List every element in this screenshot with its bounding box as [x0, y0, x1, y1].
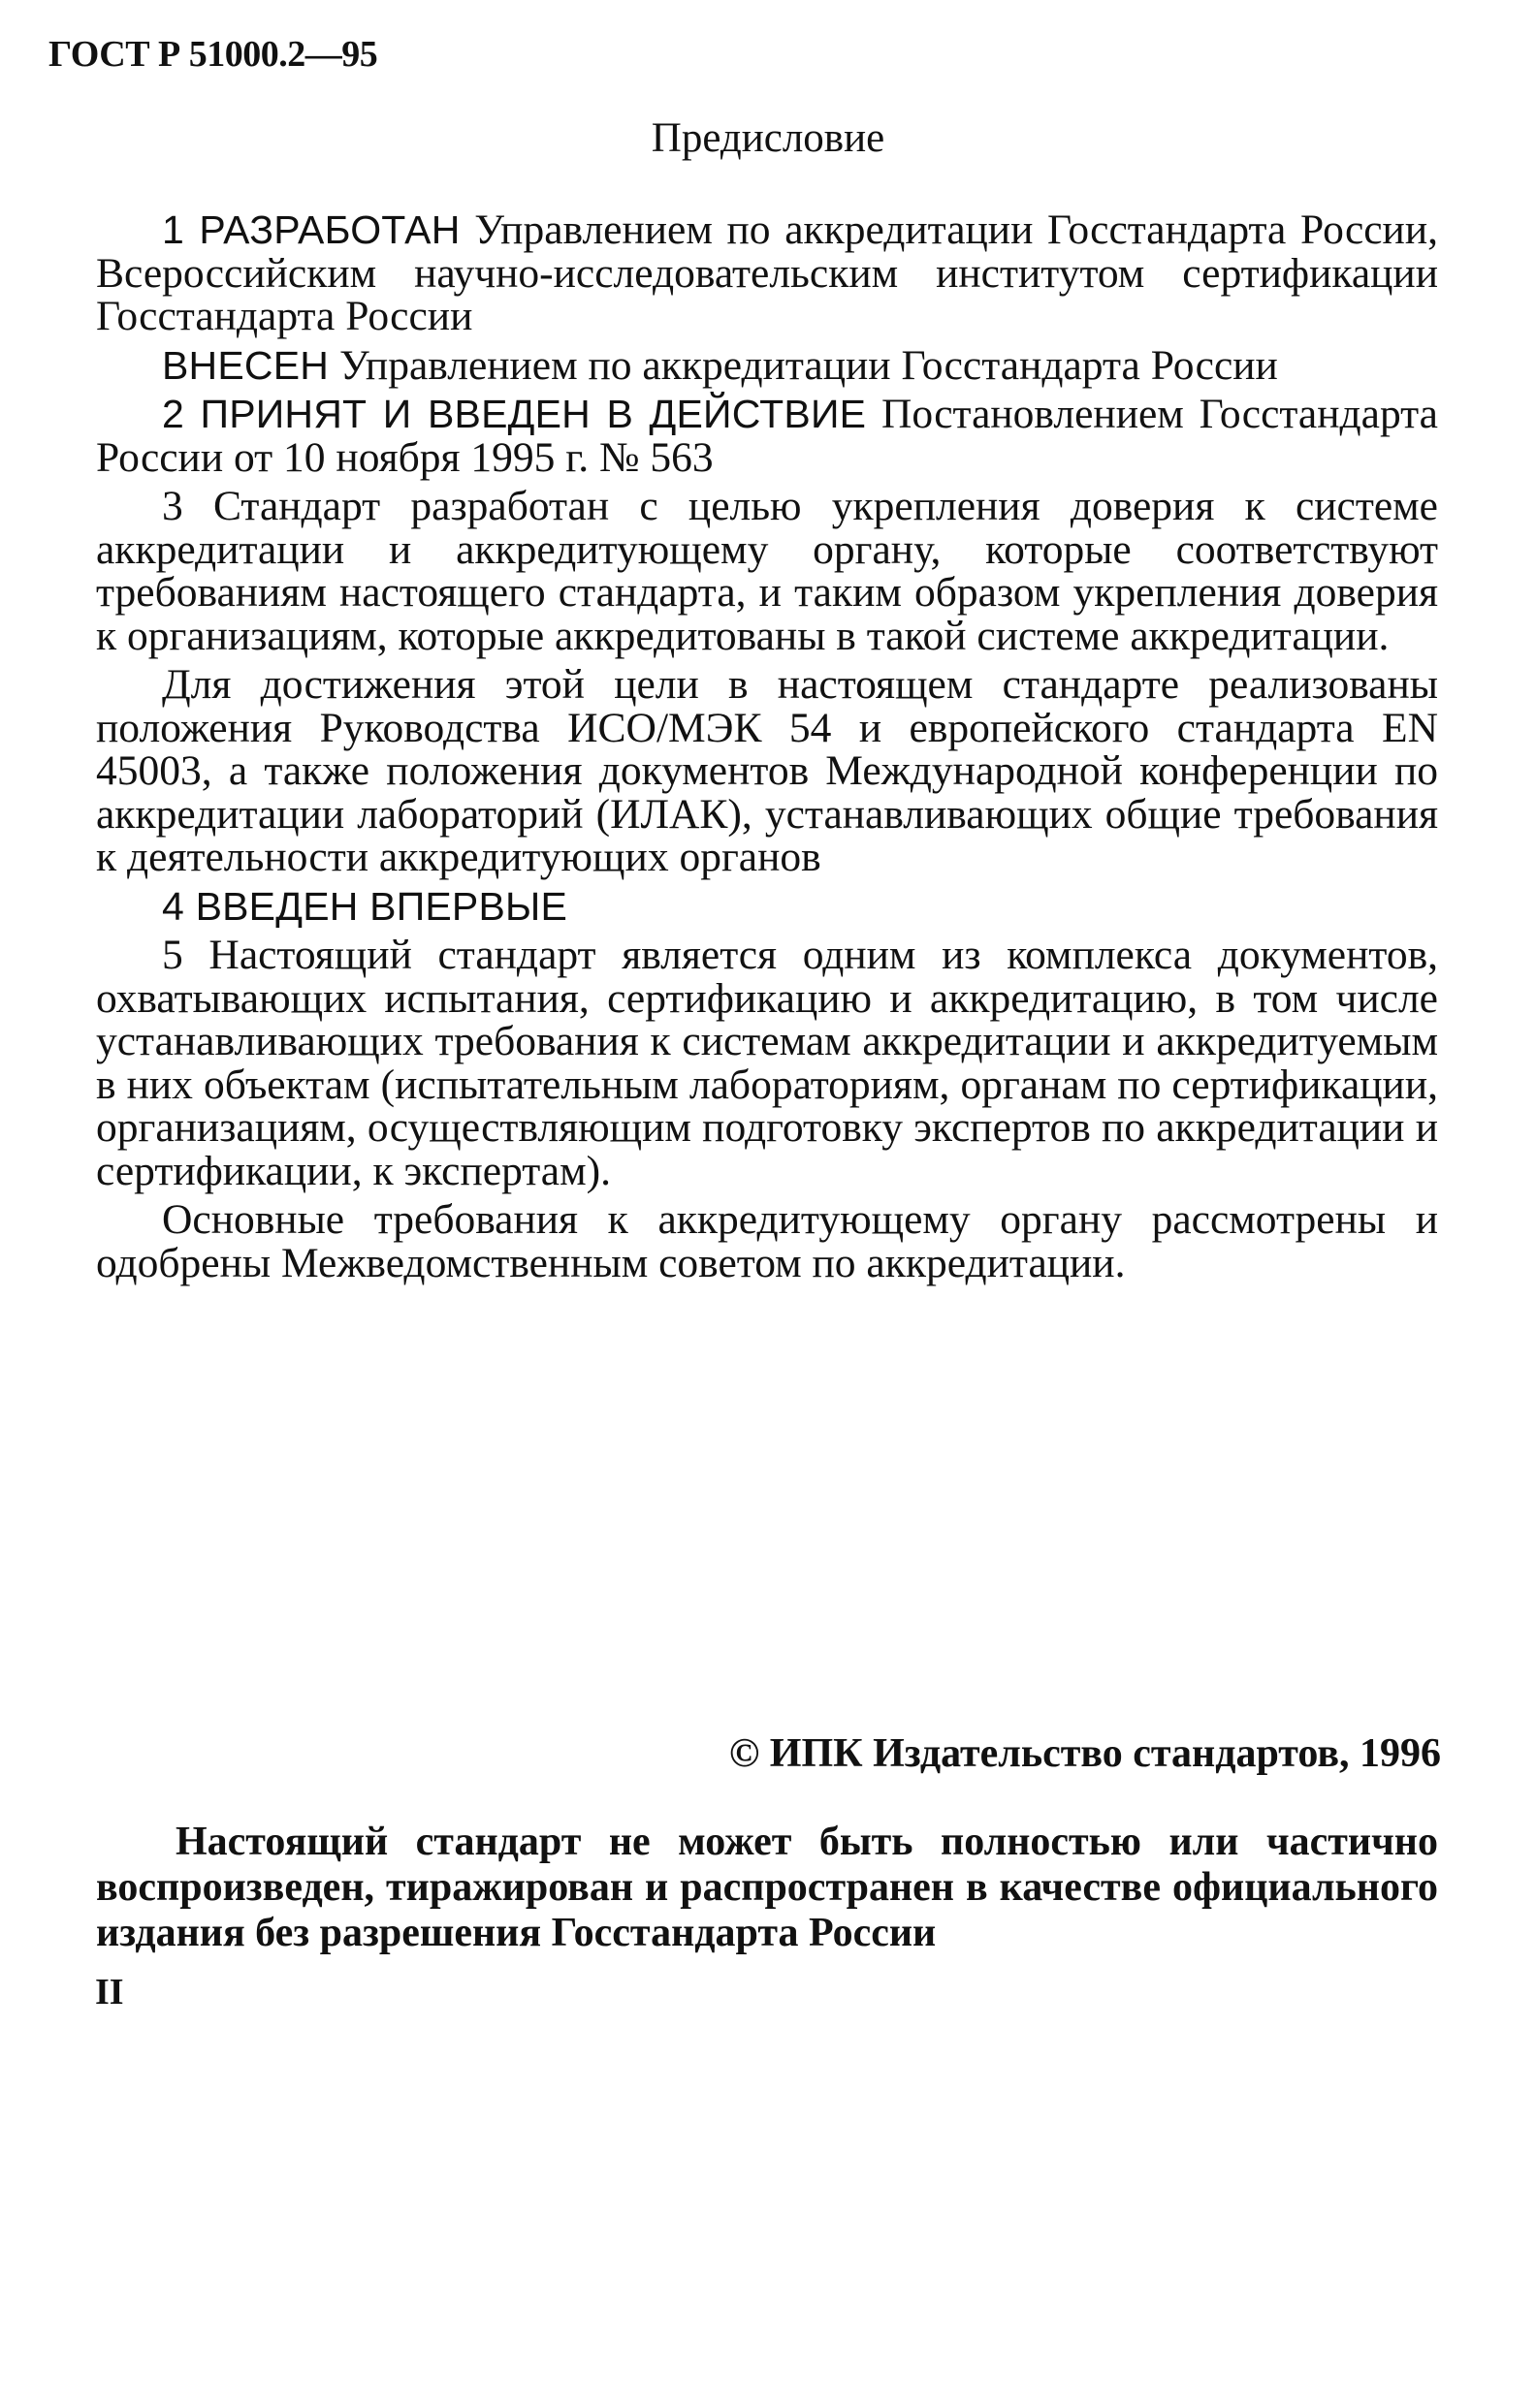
- page-title: [0, 114, 1536, 162]
- preface-item-6: [96, 885, 1438, 929]
- item-lead: ВНЕСЕН: [162, 342, 330, 388]
- preface-item-3: [96, 393, 1438, 479]
- preface-body: [96, 208, 1438, 1290]
- preface-item-8: [96, 1198, 1438, 1284]
- item-text: Для достижения этой цели в настоящем стандарте реализованы положения Руководства ИСО/МЭК 54 и европейского стандарта EN 45003, а также положения документов Международной конференции по аккредитации лабораторий (ИЛАК), устанавливающих общие требования к деятельности аккредитующих органов: [96, 661, 1438, 880]
- item-lead: 4 ВВЕДЕН ВПЕРВЫЕ: [162, 883, 568, 929]
- preface-item-5: [96, 663, 1438, 879]
- item-text: 3 Стандарт разработан с целью укрепления доверия к системе аккредитации и аккредитующему органу, которые соответствуют требованиям настоящего стандарта, и таким образом укрепления доверия к организациям, которые аккредитованы в такой системе аккредитации.: [96, 483, 1438, 659]
- item-text: Управлением по аккредитации Госстандарта России, Всероссийским научно-исследовательским институтом сертификации Госстандарта России: [96, 206, 1438, 339]
- page-number: II: [95, 1972, 124, 2012]
- item-lead: 1 РАЗРАБОТАН: [162, 207, 461, 252]
- preface-item-4: [96, 485, 1438, 657]
- preface-item-1: [96, 208, 1438, 338]
- preface-item-7: [96, 934, 1438, 1192]
- copyright-line: © ИПК Издательство стандартов, 1996: [728, 1731, 1441, 1776]
- preface-item-2: [96, 341, 1438, 389]
- item-text: Основные требования к аккредитующему органу рассмотрены и одобрены Межведомственным советом по аккредитации.: [96, 1196, 1438, 1286]
- preface-title: Предисловие: [651, 115, 885, 161]
- item-text: Управлением по аккредитации Госстандарта России: [329, 341, 1278, 389]
- item-text: Постановлением Госстандарта России от 10 ноября 1995 г. № 563: [96, 391, 1438, 481]
- item-text: 5 Настоящий стандарт является одним из комплекса документов, охватывающих испытания, сертификацию и аккредитацию, в том числе устанавливающих требования к системам аккредитации и аккредитуемым в них объектам (испытательным лабораториям, органам по сертификации, организациям, осуществляющим подготовку экспертов по аккредитации и сертификации, к экспертам).: [96, 932, 1438, 1194]
- document-number: ГОСТ Р 51000.2—95: [48, 34, 378, 75]
- reproduction-notice: Настоящий стандарт не может быть полностью или частично воспроизведен, тиражирован и распространен в качестве официального издания без разрешения Госстандарта России: [96, 1820, 1438, 1955]
- item-lead: 2 ПРИНЯТ И ВВЕДЕН В ДЕЙСТВИЕ: [162, 392, 867, 436]
